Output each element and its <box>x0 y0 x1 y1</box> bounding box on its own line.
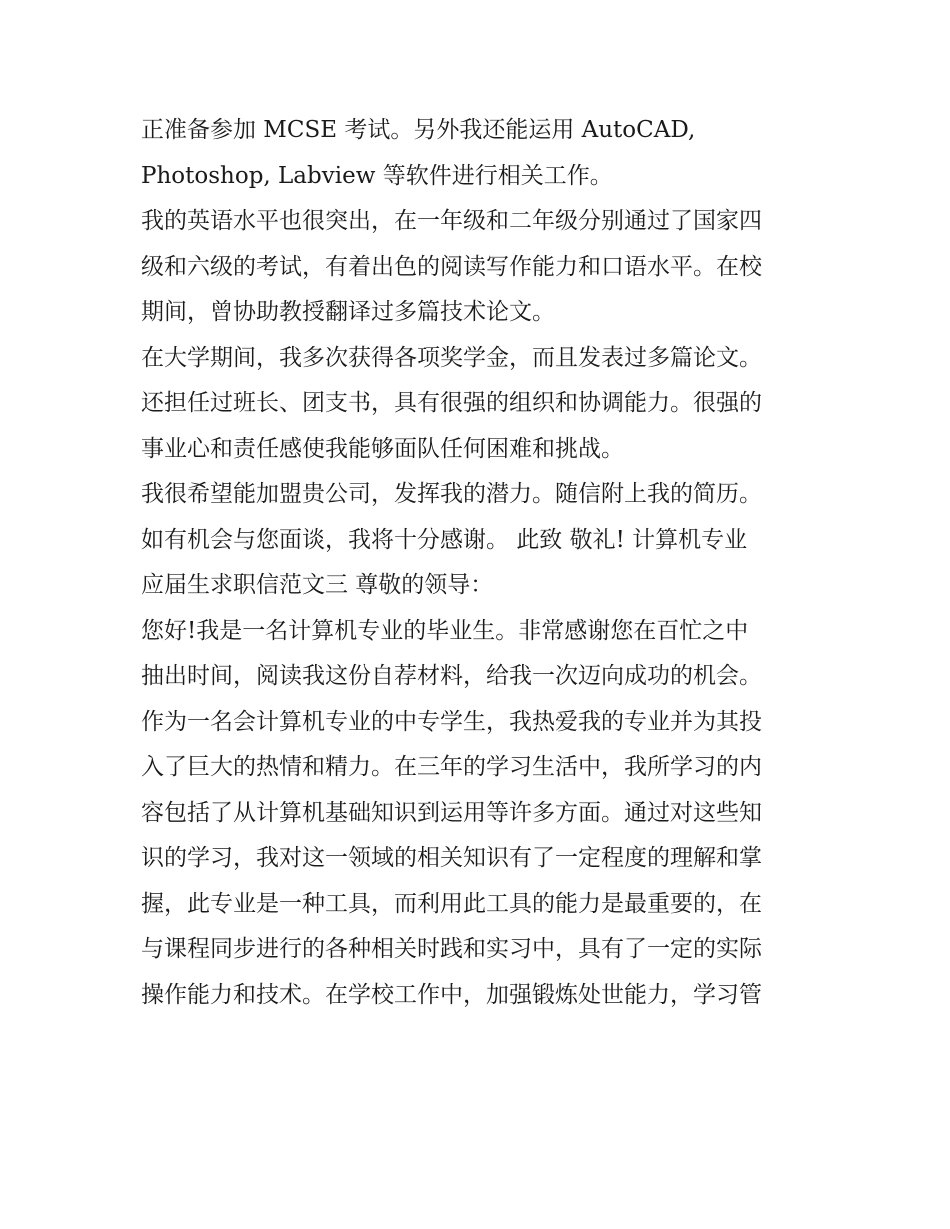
text-line-17: 识的学习，我对这一领域的相关知识有了一定程度的理解和掌 <box>141 845 762 871</box>
text-line-19: 与课程同步进行的各种相关时践和实习中，具有了一定的实际 <box>141 936 762 962</box>
text-line-1: 正准备参加 MCSE 考试。另外我还能运用 AutoCAD, <box>141 117 696 143</box>
text-line-16: 容包括了从计算机基础知识到运用等许多方面。通过对这些知 <box>141 799 762 826</box>
text-line-3: 我的英语水平也很突出，在一年级和二年级分别通过了国家四 <box>141 208 762 234</box>
text-line-10: 如有机会与您面谈，我将十分感谢。 此致 敬礼! 计算机专业 <box>141 526 748 553</box>
text-line-14: 作为一名会计算机专业的中专学生，我热爱我的专业并为其投 <box>141 708 762 735</box>
text-line-7: 还担任过班长、团支书，具有很强的组织和协调能力。很强的 <box>141 390 762 416</box>
text-line-9: 我很希望能加盟贵公司，发挥我的潜力。随信附上我的简历。 <box>141 481 762 507</box>
text-line-18: 握，此专业是一种工具，而利用此工具的能力是最重要的，在 <box>141 890 762 917</box>
body-text <box>141 108 821 1018</box>
text-line-2: Photoshop, Labview 等软件进行相关工作。 <box>141 162 613 189</box>
text-line-4: 级和六级的考试，有着出色的阅读写作能力和口语水平。在校 <box>141 253 762 280</box>
text-line-8: 事业心和责任感使我能够面队任何困难和挑战。 <box>141 435 624 462</box>
text-line-15: 入了巨大的热情和精力。在三年的学习生活中，我所学习的内 <box>141 754 762 780</box>
text-line-6: 在大学期间，我多次获得各项奖学金，而且发表过多篇论文。 <box>141 344 762 371</box>
text-line-5: 期间，曾协助教授翻译过多篇技术论文。 <box>141 299 555 325</box>
text-line-20: 操作能力和技术。在学校工作中，加强锻炼处世能力，学习管 <box>141 981 762 1008</box>
text-line-11: 应届生求职信范文三 尊敬的领导： <box>141 572 494 598</box>
text-line-13: 抽出时间，阅读我这份自荐材料，给我一次迈向成功的机会。 <box>141 663 762 689</box>
text-line-12: 您好!我是一名计算机专业的毕业生。非常感谢您在百忙之中 <box>141 617 749 644</box>
